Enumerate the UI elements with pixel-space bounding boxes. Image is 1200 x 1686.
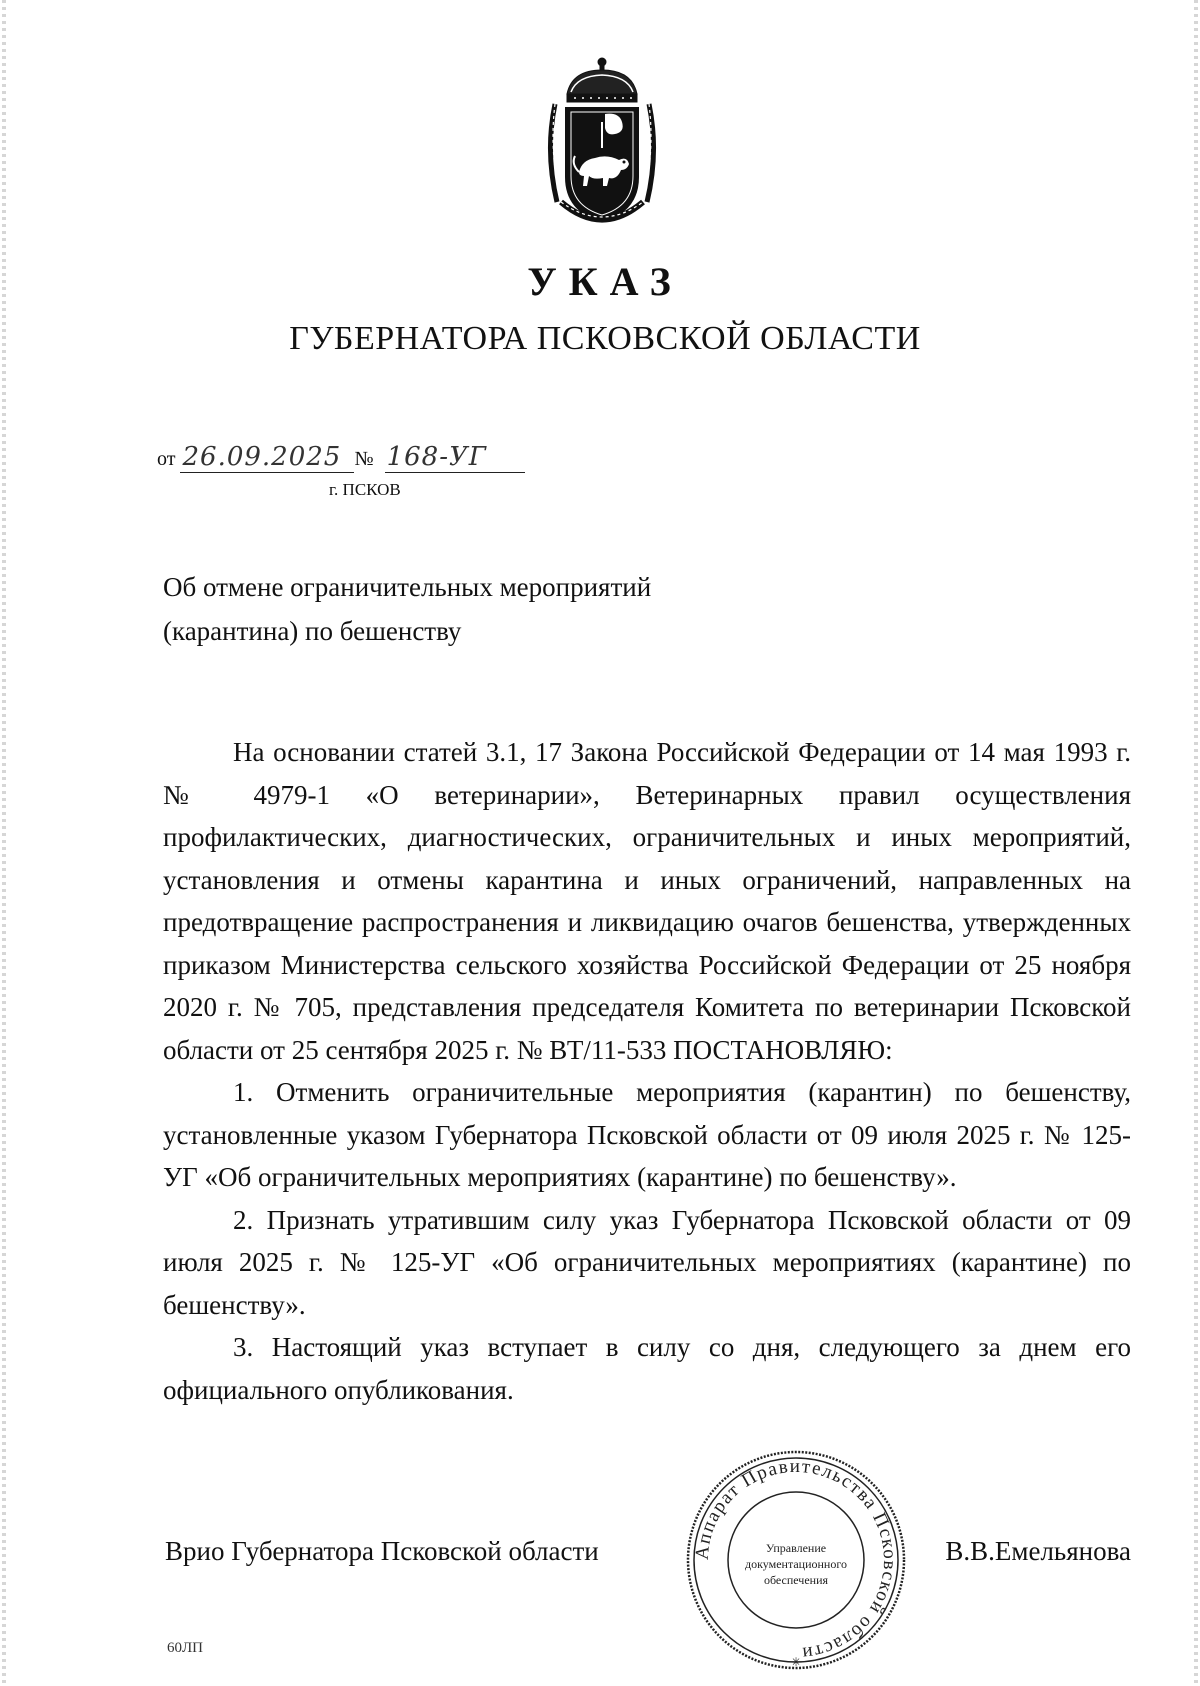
- preamble-paragraph: На основании статей 3.1, 17 Закона Российской Федерации от 14 мая 1993 г. № 4979-1 «О ветеринарии», Ветеринарных правил осуществления профилактических, диагностических, ограничительных и иных мероприятий, установления и отмены карантина и иных ограничений, направленных на предотвращение распространения и ликвидацию очагов бешенства, утвержденных приказом Министерства сельского хозяйства Российской Федерации от 25 ноября 2020 г. № 705, представления председателя Комитета по ветеринарии Псковской области от 25 сентября 2025 г. № ВТ/11-533 ПОСТАНОВЛЯЮ:: [163, 737, 1131, 1065]
- item-paragraph-3: 3. Настоящий указ вступает в силу со дня, следующего за днем его официального опубликования.: [163, 1332, 1131, 1405]
- number-value: 168-УГ: [386, 442, 487, 472]
- stamp-center-line-2: документационного: [745, 1557, 847, 1571]
- signatory-position: Врио Губернатора Псковской области: [165, 1536, 599, 1566]
- scan-edge-left: [2, 0, 6, 1686]
- official-seal-stamp: [680, 1444, 912, 1676]
- scan-edge-right: [1194, 0, 1198, 1686]
- subject-line-2: (карантина) по бешенству: [163, 616, 462, 646]
- date-value: 26.09.2025: [182, 442, 342, 472]
- decree-subject: [163, 565, 651, 653]
- decree-body: [163, 731, 1131, 1411]
- stamp-ring-text: Аппарат Правительства Псковской области: [691, 1455, 901, 1664]
- date-number-line: [157, 442, 525, 473]
- number-field: [385, 442, 525, 473]
- number-prefix: №: [354, 448, 374, 470]
- date-field: [180, 442, 354, 473]
- item-paragraph-1: 1. Отменить ограничительные мероприятия (карантин) по бешенству, установленные указом Губернатора Псковской области от 09 июля 2025 г. № 125-УГ «Об ограничительных мероприятиях (карантине) по бешенству».: [163, 1077, 1131, 1192]
- stamp-center-line-3: обеспечения: [763, 1573, 829, 1587]
- decree-subtitle: ГУБЕРНАТОРА ПСКОВСКОЙ ОБЛАСТИ: [289, 320, 921, 357]
- decree-title: УКАЗ: [527, 259, 683, 304]
- signatory-name: В.В.Емельянова: [945, 1536, 1131, 1566]
- city-label: г. ПСКОВ: [329, 480, 401, 499]
- item-paragraph-2: 2. Признать утратившим силу указ Губернатора Псковской области от 09 июля 2025 г. № 125-УГ «Об ограничительных мероприятиях (карантине) по бешенству».: [163, 1204, 1131, 1320]
- date-prefix: от: [157, 448, 176, 470]
- stamp-center-line-1: Управление: [765, 1541, 827, 1555]
- subject-line-1: Об отмене ограничительных мероприятий: [163, 572, 652, 602]
- pskov-coat-of-arms-icon: [527, 52, 677, 237]
- footer-code: 60ЛП: [167, 1640, 204, 1656]
- stamp-star-icon: ✳: [790, 1655, 802, 1669]
